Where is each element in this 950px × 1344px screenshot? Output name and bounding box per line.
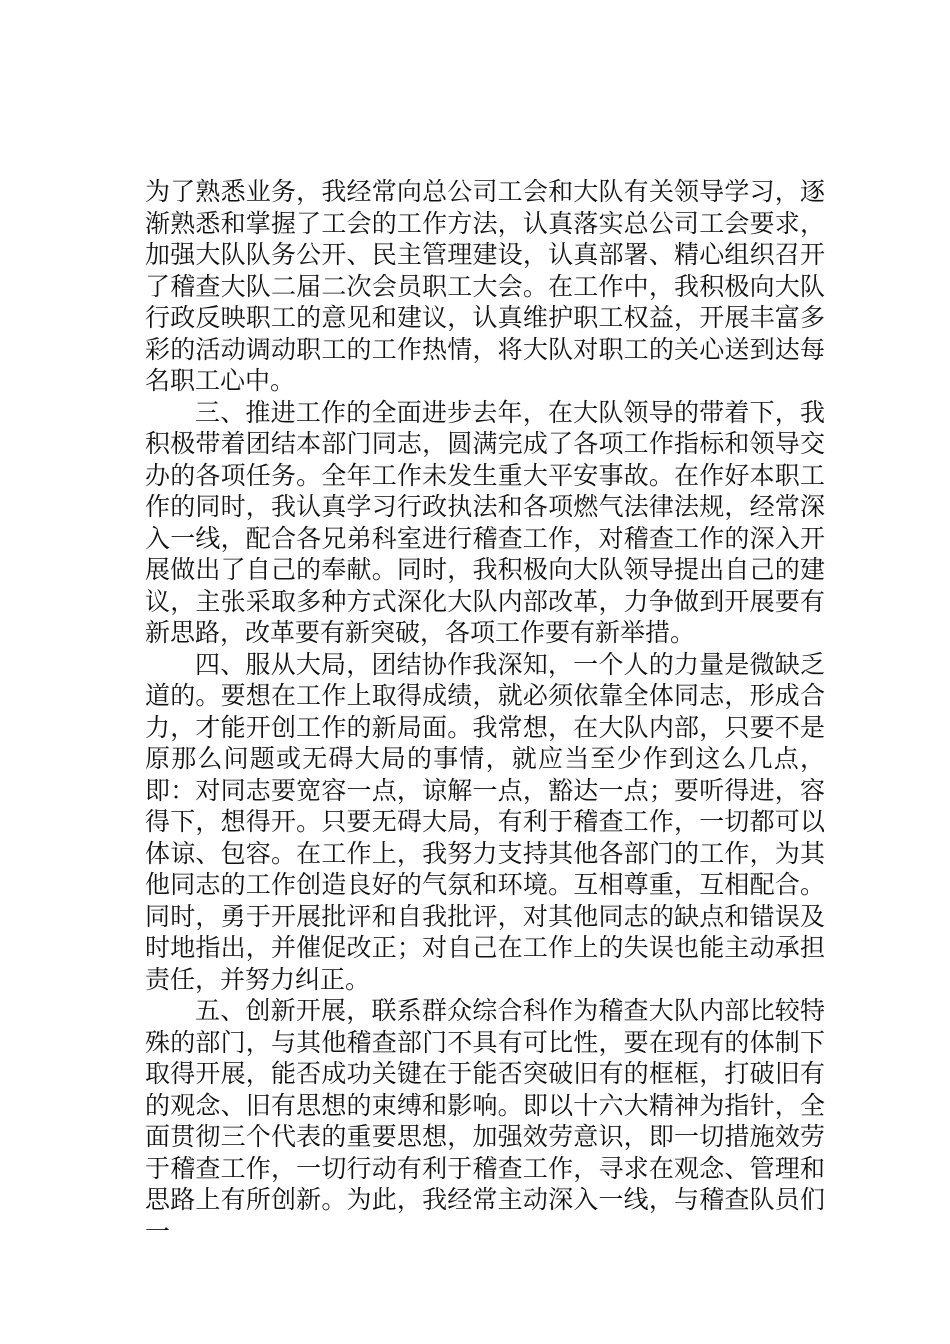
document-body — [145, 176, 825, 1247]
paragraph-section-four: 四、服从大局，团结协作我深知，一个人的力量是微缺乏道的。要想在工作上取得成绩，就必须依靠全体同志，形成合力，才能开创工作的新局面。我常想，在大队内部，只要不是原那么问题或无碍大局的事情，就应当至少作到这么几点，即：对同志要宽容一点，谅解一点，豁达一点；要听得进，容得下，想得开。只要无碍大局，有利于稽查工作，一切都可以体谅、包容。在工作上，我努力支持其他各部门的工作，为其他同志的工作创造良好的气氛和环境。互相尊重，互相配合。同时，勇于开展批评和自我批评，对其他同志的缺点和错误及时地指出，并催促改正；对自己在工作上的失误也能主动承担责任，并努力纠正。 — [145, 649, 825, 994]
paragraph-union-work: 为了熟悉业务，我经常向总公司工会和大队有关领导学习，逐渐熟悉和掌握了工会的工作方法，认真落实总公司工会要求，加强大队队务公开、民主管理建设，认真部署、精心组织召开了稽查大队二届二次会员职工大会。在工作中，我积极向大队行政反映职工的意见和建议，认真维护职工权益，开展丰富多彩的活动调动职工的工作热情，将大队对职工的关心送到达每名职工心中。 — [145, 177, 825, 395]
paragraph-section-five: 五、创新开展，联系群众综合科作为稽查大队内部比较特殊的部门，与其他稽查部门不具有可比性，要在现有的体制下取得开展，能否成功关键在于能否突破旧有的框框，打破旧有的观念、旧有思想的束缚和影响。即以十六大精神为指针，全面贯彻三个代表的重要思想，加强效劳意识，即一切措施效劳于稽查工作，一切行动有利于稽查工作，寻求在观念、管理和思路上有所创新。为此，我经常主动深入一线，与稽查队员们一 — [145, 996, 825, 1246]
paragraph-section-three: 三、推进工作的全面进步去年，在大队领导的带着下，我积极带着团结本部门同志，圆满完成了各项工作指标和领导交办的各项任务。全年工作未发生重大平安事故。在作好本职工作的同时，我认真学习行政执法和各项燃气法律法规，经常深入一线，配合各兄弟科室进行稽查工作，对稽查工作的深入开展做出了自己的奉献。同时，我积极向大队领导提出自己的建议，主张采取多种方式深化大队内部改革，力争做到开展要有新思路，改革要有新突破，各项工作要有新举措。 — [145, 397, 825, 647]
